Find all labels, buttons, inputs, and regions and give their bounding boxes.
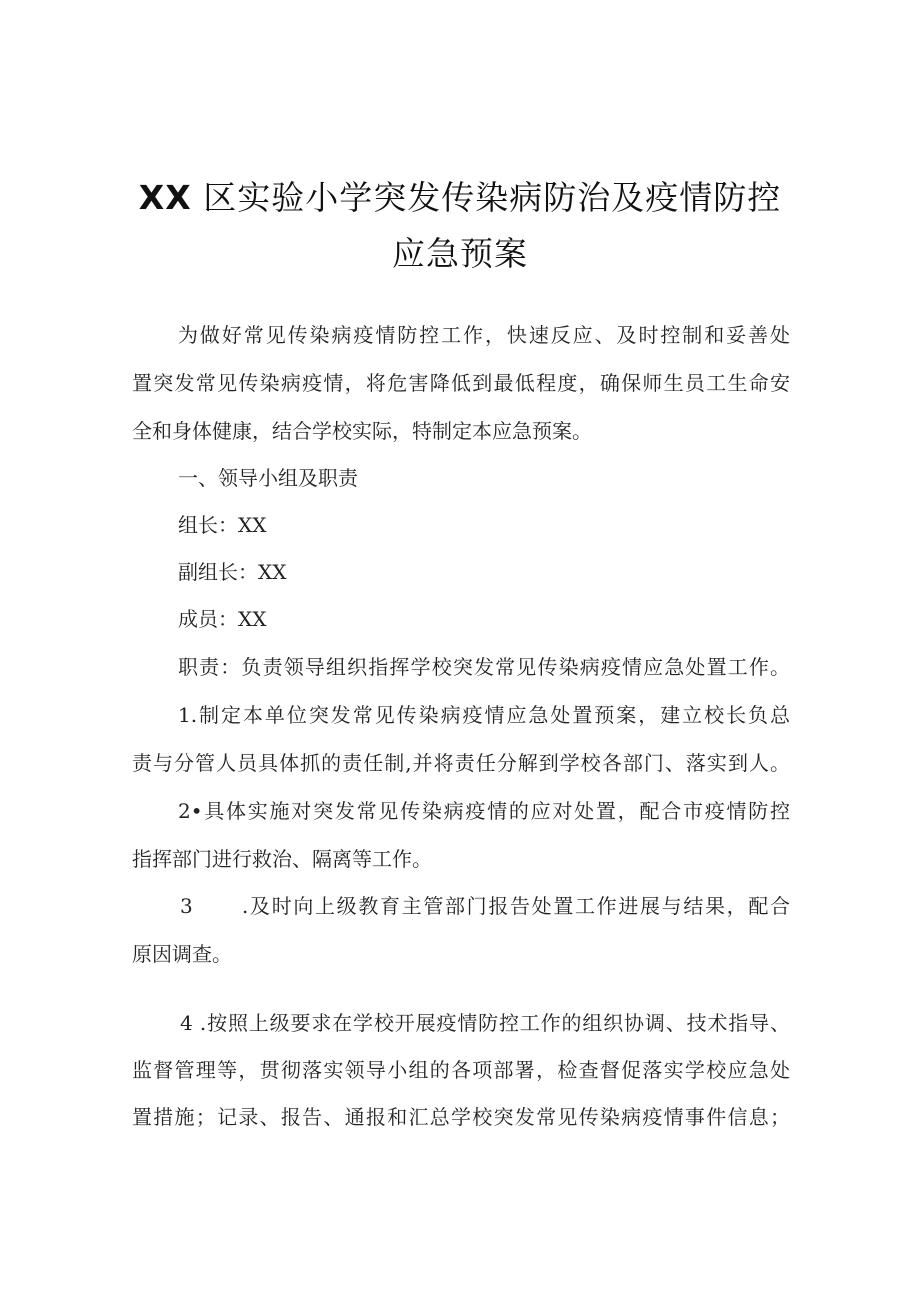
deputy-leader-line: 副组长：XX (178, 560, 287, 584)
item4-line-1: 4 .按照上级要求在学校开展疫情防控工作的组织协调、技术指导、 (180, 1011, 790, 1035)
item3-number: 3 (180, 894, 193, 918)
intro-line-1: 为做好常见传染病疫情防控工作，快速反应、及时控制和妥善处 (178, 323, 790, 347)
document-title-line-1 (0, 172, 920, 219)
intro-line-3: 全和身体健康，结合学校实际，特制定本应急预案。 (132, 419, 592, 443)
item2-line-2: 指挥部门进行救治、隔离等工作。 (132, 847, 432, 871)
item3-line-1: .及时向上级教育主管部门报告处置工作进展与结果，配合 (242, 894, 790, 918)
title-prefix: XX (138, 178, 192, 217)
item1-line-2: 责与分管人员具体抓的责任制,并将责任分解到学校各部门、落实到人。 (132, 751, 790, 775)
title-main: 区实验小学突发传染病防治及疫情防控 (203, 178, 782, 217)
item3-line-2: 原因调查。 (132, 942, 232, 966)
section-heading: 一、领导小组及职责 (178, 466, 358, 490)
item2-line-1: 2•具体实施对突发常见传染病疫情的应对处置，配合市疫情防控 (178, 799, 790, 823)
duty-line: 职责：负责领导组织指挥学校突发常见传染病疫情应急处置工作。 (178, 655, 790, 679)
intro-line-2: 置突发常见传染病疫情，将危害降低到最低程度，确保师生员工生命安 (132, 371, 790, 395)
document-title-line-2: 应急预案 (392, 234, 528, 273)
item4-line-3: 置措施；记录、报告、通报和汇总学校突发常见传染病疫情事件信息； (132, 1105, 790, 1129)
item4-line-2: 监督管理等，贯彻落实领导小组的各项部署，检查督促落实学校应急处 (132, 1058, 790, 1082)
members-line: 成员：XX (178, 607, 267, 631)
leader-line: 组长：XX (178, 513, 267, 537)
item1-line-1: 1.制定本单位突发常见传染病疫情应急处置预案，建立校长负总 (178, 703, 790, 727)
